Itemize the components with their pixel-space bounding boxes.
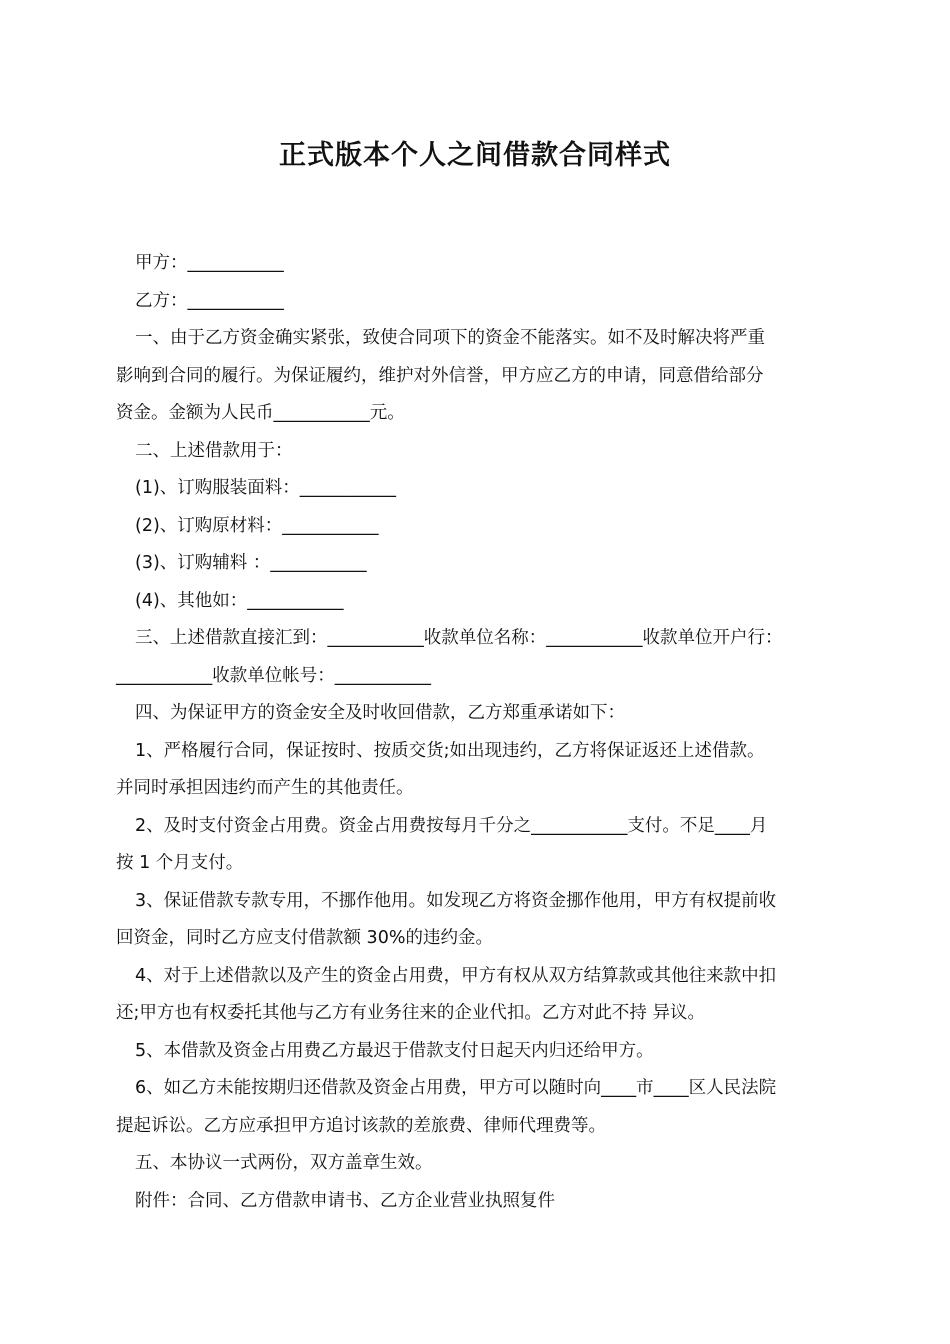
promise-5-line: 5、本借款及资金占用费乙方最迟于借款支付日起天内归还给甲方。 [135,1040,654,1061]
clause-3-line-1: 三、上述借款直接汇到：___________收款单位名称：___________收款单位开户行： [135,628,783,648]
promise-1-line-2: 并同时承担因违约而产生的其他责任。 [116,778,414,798]
promise-2-line-1: 2、及时支付资金占用费。资金占用费按每月千分之___________支付。不足____月 [135,815,768,836]
usage-item-3: (3)、订购辅料 ：___________ [135,553,367,573]
promise-6-line-1: 6、如乙方未能按期归还借款及资金占用费，甲方可以随时向____市____区人民法院 [135,1078,777,1098]
clause-3-line-2: ___________收款单位帐号：___________ [116,665,431,686]
usage-item-1: (1)、订购服装面料：___________ [135,478,397,498]
attachment-line: 附件：合同、乙方借款申请书、乙方企业营业执照复件 [135,1190,555,1211]
promise-3-line-2: 回资金，同时乙方应支付借款额 30%的违约金。 [116,928,493,948]
clause-1-line-3: 资金。金额为人民币___________元。 [116,403,405,423]
clause-2-heading: 二、上述借款用于： [135,440,293,461]
promise-4-line-1: 4、对于上述借款以及产生的资金占用费，甲方有权从双方结算款或其他往来款中扣 [135,965,777,986]
promise-4-line-2: 还;甲方也有权委托其他与乙方有业务往来的企业代扣。乙方对此不持 异议。 [116,1003,705,1023]
promise-6-line-2: 提起诉讼。乙方应承担甲方追讨该款的差旅费、律师代理费等。 [116,1115,606,1136]
party-a-line: 甲方：___________ [135,253,284,273]
clause-5-line: 五、本协议一式两份，双方盖章生效。 [135,1153,433,1173]
promise-3-line-1: 3、保证借款专款专用，不挪作他用。如发现乙方将资金挪作他用，甲方有权提前收 [135,890,777,911]
usage-item-4: (4)、其他如：___________ [135,590,344,611]
promise-1-line-1: 1、严格履行合同，保证按时、按质交货;如出现违约，乙方将保证返还上述借款。 [135,740,765,761]
clause-4-heading: 四、为保证甲方的资金安全及时收回借款，乙方郑重承诺如下： [135,703,625,723]
document-title: 正式版本个人之间借款合同样式 [279,140,671,171]
party-b-line: 乙方：___________ [135,290,284,311]
usage-item-2: (2)、订购原材料：___________ [135,515,379,536]
contract-body [116,245,846,1220]
clause-1-line-1: 一、由于乙方资金确实紧张，致使合同项下的资金不能落实。如不及时解决将严重 [135,328,765,348]
clause-1-line-2: 影响到合同的履行。为保证履约，维护对外信誉，甲方应乙方的申请，同意借给部分 [116,365,764,386]
promise-2-line-2: 按 1 个月支付。 [116,853,244,873]
